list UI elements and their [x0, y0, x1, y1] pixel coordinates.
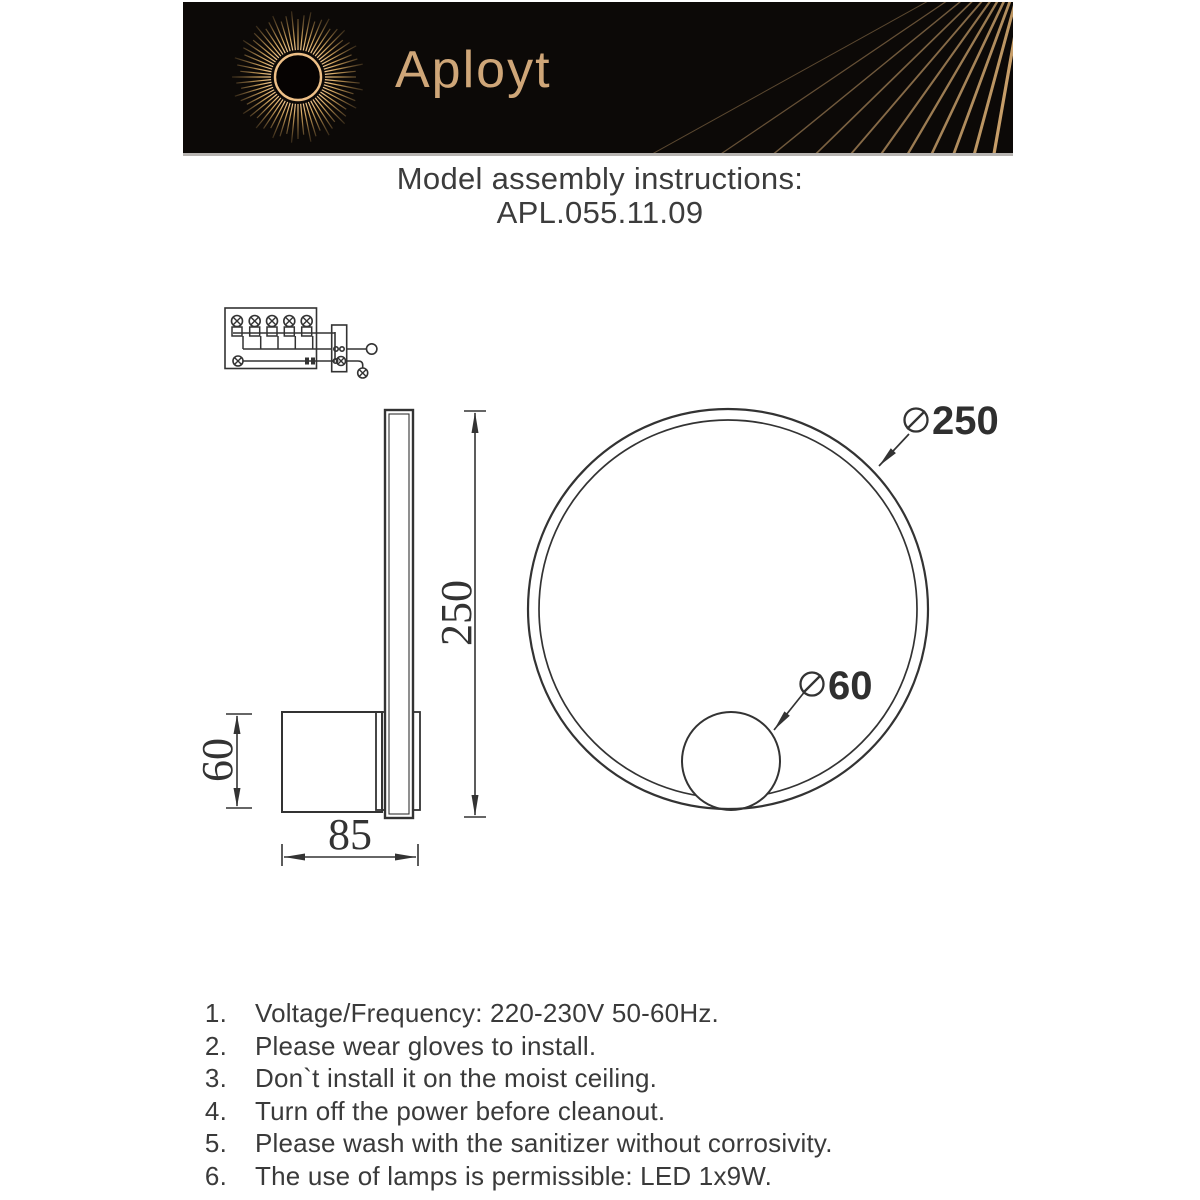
list-item: [180, 1127, 833, 1160]
item-text: Please wear gloves to install.: [255, 1030, 597, 1061]
ring-diameter-callout: [879, 399, 999, 466]
front-view: [528, 399, 999, 810]
ball-diameter-callout: [774, 664, 873, 730]
item-text: Please wash with the sanitizer without corrosivity.: [255, 1128, 833, 1159]
item-text: Don`t install it on the moist ceiling.: [255, 1063, 658, 1094]
list-item: [180, 1095, 833, 1128]
side-view: [193, 410, 486, 866]
title-line1: Model assembly instructions:: [396, 161, 804, 196]
list-item: [180, 1030, 833, 1063]
item-text: Voltage/Frequency: 220-230V 50-60Hz.: [255, 998, 719, 1028]
dimension-mount-height: [193, 714, 252, 808]
item-number: 3.: [204, 1063, 227, 1094]
instruction-list: [180, 997, 833, 1193]
ball-diameter-label: 60: [828, 664, 873, 708]
list-item: [180, 997, 833, 1030]
item-number: 5.: [204, 1128, 227, 1159]
diameter-symbol-icon: [801, 673, 824, 696]
item-number: 4.: [204, 1095, 227, 1126]
item-number: 1.: [204, 998, 227, 1028]
ring-diameter-label: 250: [932, 399, 999, 443]
list-item: [180, 1062, 833, 1095]
diameter-symbol-icon: [905, 409, 928, 432]
dimension-height: [432, 411, 486, 817]
item-number: 2.: [204, 1030, 227, 1061]
mount-height-dimension-label: 60: [193, 738, 242, 782]
item-text: The use of lamps is permissible: LED 1x9W.: [255, 1160, 773, 1191]
brand-name: Aployt: [395, 41, 552, 99]
title-line2: APL.055.11.09: [496, 195, 704, 230]
list-item: [180, 1160, 833, 1193]
wiring-diagram: [225, 308, 377, 378]
item-number: 6.: [204, 1160, 227, 1191]
height-dimension-label: 250: [432, 580, 481, 646]
depth-dimension-label: 85: [328, 810, 372, 859]
item-text: Turn off the power before cleanout.: [255, 1095, 666, 1126]
